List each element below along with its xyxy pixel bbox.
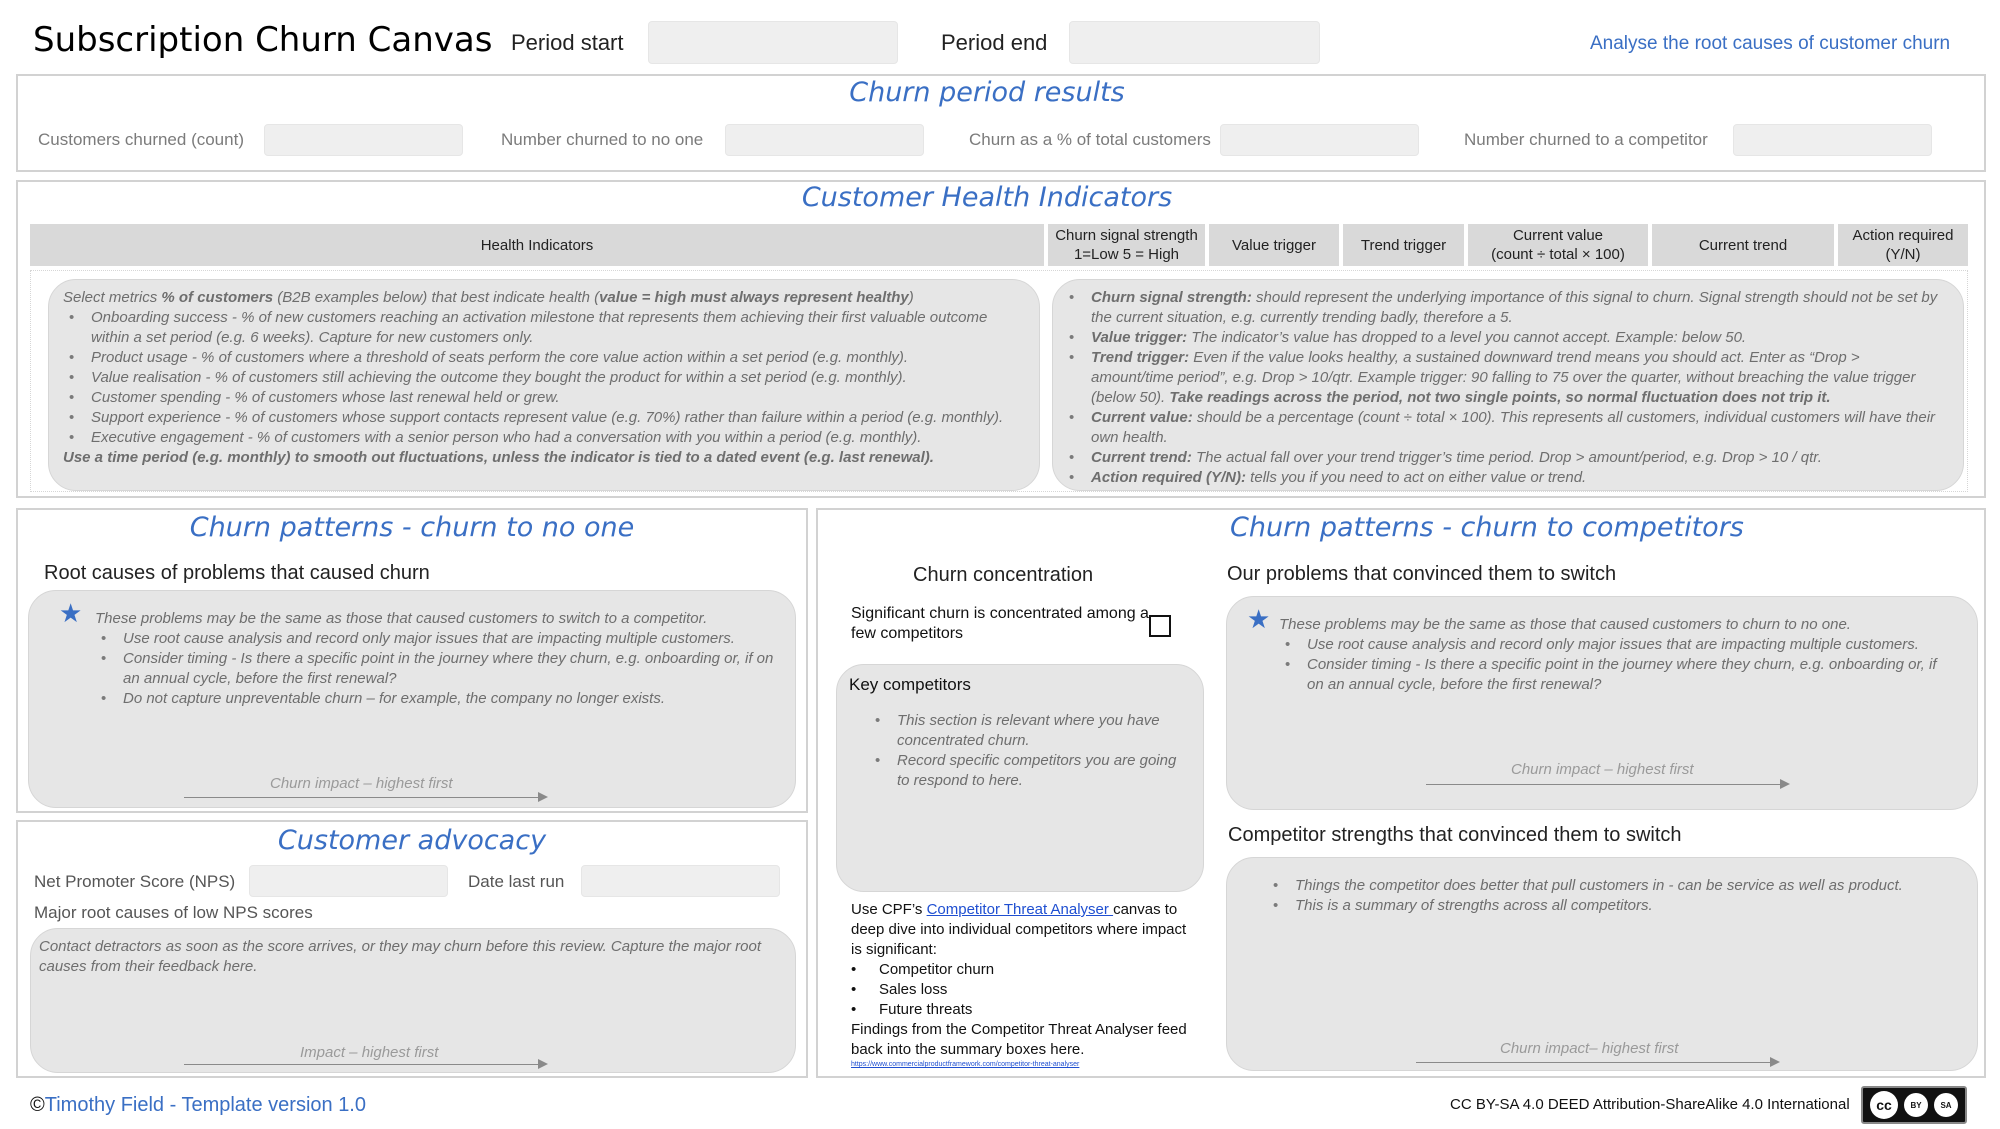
impact-arrow — [184, 797, 546, 798]
cpf-item: • Competitor churn — [851, 960, 1191, 980]
competitor-strengths-title: Competitor strengths that convinced them to switch — [1228, 824, 1682, 846]
cc-by-sa-badge — [1861, 1086, 1967, 1124]
cpf-url-link[interactable]: https://www.commercialproductframework.com/competitor-threat-analyser — [851, 1061, 1080, 1068]
cpf-item: • Sales loss — [851, 980, 1191, 1000]
nps-input[interactable] — [249, 865, 448, 897]
health-columns-guidance — [1052, 279, 1964, 491]
health-example-item: • Value realisation - % of customers still achieving the outcome they bought the product for within a set period (e.g. monthly). — [63, 368, 1025, 388]
health-example-item: • Onboarding success - % of new customers reaching an activation milestone that represents them achieving their first valuable outcome within a set period (e.g. 6 weeks). Capture for new customers only. — [63, 308, 1025, 348]
key-competitors-title: Key competitors — [849, 675, 971, 694]
footer-credit — [30, 1094, 366, 1117]
period-end-input[interactable] — [1069, 21, 1320, 64]
churned-to-competitor-input[interactable] — [1733, 124, 1932, 156]
impact-arrow-label: Churn impact – highest first — [270, 775, 453, 792]
guidance-item: • Record specific competitors you are going to respond to here. — [869, 751, 1179, 791]
churn-to-competitors-title: Churn patterns - churn to competitors — [1230, 512, 1744, 543]
guidance-item: • Current trend: The actual fall over your trend trigger’s time period. Drop > amount/period, e.g. Drop > 10 / qtr. — [1063, 448, 1945, 468]
competitor-threat-analyser-link[interactable]: Competitor Threat Analyser — [926, 901, 1114, 918]
guidance-item: • Value trigger: The indicator’s value has dropped to a level you cannot accept. Example: below 50. — [1063, 328, 1945, 348]
nps-causes-label: Major root causes of low NPS scores — [34, 903, 313, 922]
guidance-item: • This section is relevant where you have concentrated churn. — [869, 711, 1179, 751]
period-start-input[interactable] — [648, 21, 898, 64]
customer-advocacy-title: Customer advocacy — [277, 825, 547, 856]
impact-arrow-label: Impact – highest first — [300, 1044, 439, 1061]
col-value-trigger: Value trigger — [1209, 224, 1339, 266]
guidance-item: • Consider timing - Is there a specific point in the journey where they churn, e.g. onboarding or, if on an annual cycle, before the first renewal? — [95, 649, 775, 689]
col-signal-strength: Churn signal strength 1=Low 5 = High — [1048, 224, 1205, 266]
guidance-item: • Trend trigger: Even if the value looks healthy, a sustained downward trend means you should act. Enter as “Drop > amount/time period”, e.g. Drop > 10/qtr. Example trigger: 90 falling to 75 over the quarter, without breaching the value trigger (below 50). Take readings across the period, not two single points, so normal fluctuation does not trip it. — [1063, 348, 1945, 408]
health-example-item: • Executive engagement - % of customers with a senior person who had a conversation with you within a period (e.g. monthly). — [63, 428, 1025, 448]
churn-period-results-title: Churn period results — [849, 77, 1125, 108]
impact-arrow — [1426, 784, 1788, 785]
guidance-item: • Consider timing - Is there a specific point in the journey where they churn, e.g. onboarding or, if on an annual cycle, before the first renewal? — [1279, 655, 1947, 695]
col-health-indicators: Health Indicators — [30, 224, 1044, 266]
health-example-item: • Support experience - % of customers whose support contacts represent value (e.g. 70%) rather than failure within a period (e.g. monthly). — [63, 408, 1025, 428]
star-icon: ★ — [59, 598, 83, 628]
churned-to-competitor-label: Number churned to a competitor — [1464, 130, 1708, 149]
author-version: Timothy Field - Template version 1.0 — [44, 1094, 366, 1116]
date-last-run-input[interactable] — [581, 865, 780, 897]
customer-health-title: Customer Health Indicators — [801, 182, 1173, 213]
guidance-item: • Things the competitor does better that pull customers in - can be service as well as product. — [1267, 876, 1947, 896]
period-start-label: Period start — [511, 30, 624, 55]
impact-arrow — [1416, 1062, 1778, 1063]
col-trend-trigger: Trend trigger — [1343, 224, 1464, 266]
concentration-text: Significant churn is concentrated among a few competitors — [851, 605, 1149, 642]
impact-arrow-label: Churn impact – highest first — [1511, 761, 1694, 778]
impact-arrow-label: Churn impact– highest first — [1500, 1040, 1679, 1057]
star-icon: ★ — [1247, 604, 1271, 634]
root-causes-subtitle: Root causes of problems that caused churn — [44, 562, 430, 584]
concentration-checkbox[interactable] — [1149, 615, 1171, 637]
customers-churned-input[interactable] — [264, 124, 463, 156]
copyright-symbol: © — [30, 1094, 45, 1116]
health-indicators-guidance — [48, 279, 1040, 491]
col-current-trend: Current trend — [1652, 224, 1834, 266]
churn-percent-input[interactable] — [1220, 124, 1419, 156]
sa-icon: SA — [1934, 1093, 1958, 1117]
churn-percent-label: Churn as a % of total customers — [969, 130, 1211, 149]
churn-concentration-title: Churn concentration — [913, 564, 1094, 586]
root-causes-lead: These problems may be the same as those that caused customers to switch to a competitor. — [95, 610, 708, 627]
cpf-footer: Findings from the Competitor Threat Analyser feed back into the summary boxes here. — [851, 1021, 1187, 1058]
health-example-item: • Customer spending - % of customers whose last renewal held or grew. — [63, 388, 1025, 408]
guidance-item: • Churn signal strength: should represent the underlying importance of this signal to churn. Signal strength should not be set by the current situation, e.g. currently trending badly, therefore a 5. — [1063, 288, 1945, 328]
health-intro: Select metrics % of customers (B2B examples below) that best indicate health (value = high must always represent healthy) — [63, 289, 914, 306]
guidance-item: • This is a summary of strengths across all competitors. — [1267, 896, 1947, 916]
guidance-item: • Use root cause analysis and record only major issues that are impacting multiple customers. — [95, 629, 775, 649]
churn-to-no-one-title: Churn patterns - churn to no one — [189, 512, 635, 543]
churned-to-no-one-input[interactable] — [725, 124, 924, 156]
health-example-item: • Product usage - % of customers where a threshold of seats perform the core value action within a set period (e.g. monthly). — [63, 348, 1025, 368]
problems-lead: These problems may be the same as those that caused customers to churn to no one. — [1279, 616, 1851, 633]
nps-note: Contact detractors as soon as the score arrives, or they may churn before this review. Capture the major root causes from their feedback here. — [39, 938, 761, 975]
key-competitors-box[interactable] — [836, 664, 1204, 892]
problems-switch-title: Our problems that convinced them to switch — [1227, 563, 1617, 585]
churned-to-no-one-label: Number churned to no one — [501, 130, 704, 149]
competitor-strengths-box[interactable] — [1226, 857, 1978, 1071]
guidance-item: • Do not capture unpreventable churn – for example, the company no longer exists. — [95, 689, 775, 709]
guidance-item: • Action required (Y/N): tells you if you need to act on either value or trend. — [1063, 468, 1945, 488]
license-text: CC BY-SA 4.0 DEED Attribution-ShareAlike 4.0 International — [1450, 1096, 1850, 1113]
col-action-required: Action required (Y/N) — [1838, 224, 1968, 266]
col-current-value: Current value (count ÷ total × 100) — [1468, 224, 1648, 266]
cpf-reference: Use CPF’s Competitor Threat Analyser canvas to deep dive into individual competitors where impact is significant: • Competitor churn • Sales loss • Future threats Findings from the Competitor Threat Analyser feed back into the summary boxes here. https://www.commercialproductframework.com/competitor-threat-analyser — [851, 900, 1191, 1069]
nps-label: Net Promoter Score (NPS) — [34, 872, 236, 891]
by-icon: BY — [1904, 1093, 1928, 1117]
tagline: Analyse the root causes of customer churn — [1590, 33, 1951, 54]
impact-arrow — [184, 1064, 546, 1065]
guidance-item: • Use root cause analysis and record only major issues that are impacting multiple customers. — [1279, 635, 1947, 655]
customers-churned-label: Customers churned (count) — [38, 130, 244, 149]
period-end-label: Period end — [941, 30, 1048, 55]
date-last-run-label: Date last run — [468, 872, 565, 891]
cc-icon: cc — [1870, 1091, 1898, 1119]
health-footer-note: Use a time period (e.g. monthly) to smooth out fluctuations, unless the indicator is tied to a dated event (e.g. last renewal). — [63, 449, 934, 466]
guidance-item: • Current value: should be a percentage (count ÷ total × 100). This represents all customers, individual customers will have their own health. — [1063, 408, 1945, 448]
cpf-item: • Future threats — [851, 1000, 1191, 1020]
page-title: Subscription Churn Canvas — [33, 20, 493, 60]
